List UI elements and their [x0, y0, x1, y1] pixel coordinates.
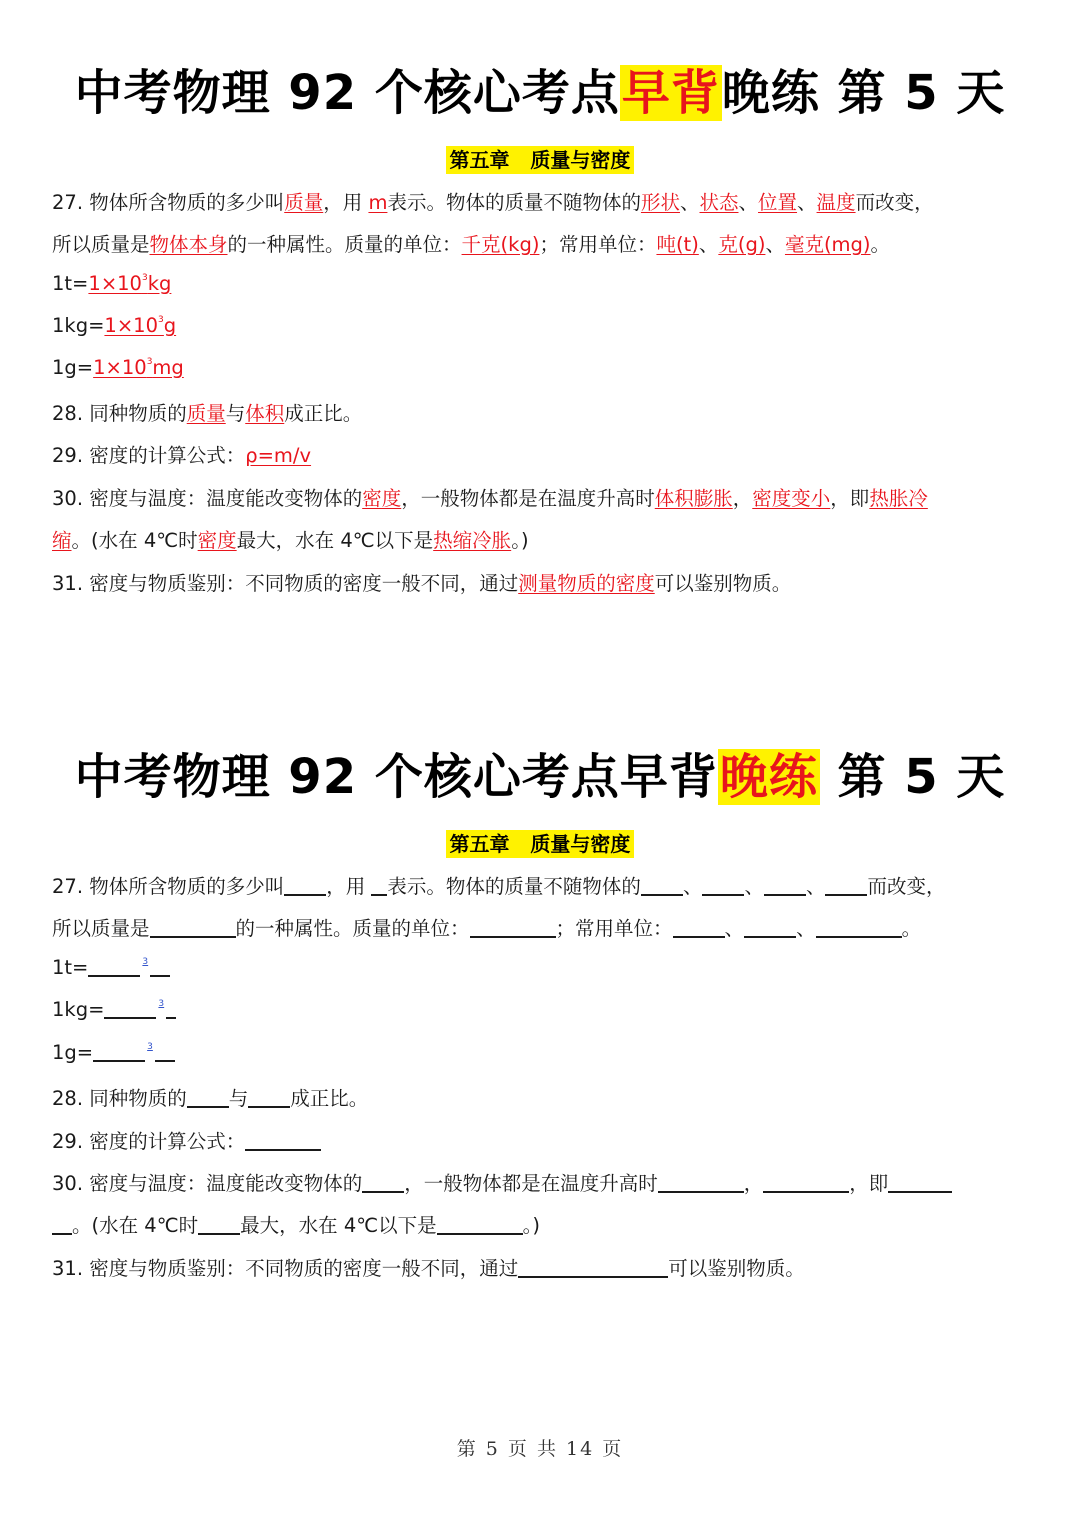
- answer: 千克(kg): [461, 233, 540, 256]
- static-text: 。): [522, 1214, 540, 1237]
- static-text: 而改变，: [867, 875, 946, 898]
- answer: 密度变小: [752, 487, 831, 510]
- static-text: 、: [796, 917, 816, 940]
- static-text: 、: [698, 233, 719, 256]
- static-text: 最大，水在 4℃以下是: [240, 1214, 437, 1237]
- static-text: ，: [732, 487, 753, 510]
- answer: [88, 272, 171, 295]
- static-text: 30. 密度与温度：温度能改变物体的: [52, 1172, 363, 1195]
- fill-blank[interactable]: [641, 876, 683, 896]
- static-text: 3: [142, 957, 149, 967]
- static-text: 而改变，: [855, 191, 934, 214]
- item-30-line1: [52, 483, 928, 511]
- static-text: 、: [738, 191, 759, 214]
- static-text: 所以质量是: [52, 233, 150, 256]
- fill-blank[interactable]: [88, 957, 140, 977]
- answer: 缩: [52, 529, 72, 552]
- answer: 位置: [758, 191, 798, 214]
- item-29-blank: [52, 1126, 321, 1154]
- answer: 密度: [362, 487, 402, 510]
- answer: [104, 314, 176, 337]
- static-text: 3: [158, 999, 165, 1009]
- item-29: [52, 440, 311, 468]
- unit-conversion-kg: [52, 314, 176, 337]
- answer: 质量: [186, 402, 226, 425]
- item-27-line2: [52, 229, 890, 257]
- fill-blank[interactable]: [763, 1173, 849, 1193]
- unit-conversion-t: [52, 272, 171, 295]
- fill-blank[interactable]: [187, 1088, 229, 1108]
- static-text: 成正比。: [290, 1087, 369, 1110]
- fill-blank[interactable]: [702, 876, 744, 896]
- fill-blank[interactable]: [744, 918, 796, 938]
- static-text: 30. 密度与温度：温度能改变物体的: [52, 487, 363, 510]
- static-text: 、: [724, 917, 745, 940]
- item-31: [52, 568, 791, 596]
- chapter-label: 第五章 质量与密度: [446, 830, 635, 858]
- static-text: 1kg=: [52, 314, 105, 337]
- static-text: 3: [146, 357, 153, 367]
- static-text: 28. 同种物质的: [52, 1087, 187, 1110]
- static-text: 28. 同种物质的: [52, 402, 187, 425]
- unit-conversion-kg-blank: [52, 998, 176, 1021]
- title-highlight: 早背: [621, 65, 720, 121]
- bottom-title: [0, 738, 1080, 807]
- fill-blank[interactable]: [362, 1173, 404, 1193]
- static-text: ，用: [323, 191, 369, 214]
- unit-conversion-g-blank: [52, 1041, 175, 1064]
- static-text: 1kg=: [52, 998, 105, 1021]
- static-text: kg: [147, 272, 172, 295]
- static-text: 、: [744, 875, 764, 898]
- fill-blank[interactable]: [104, 999, 156, 1019]
- title-text: 中考物理 92 个核心考点早背: [74, 749, 718, 805]
- static-text: 1g=: [52, 356, 94, 379]
- item-28-blank: [52, 1083, 368, 1111]
- static-text: 27. 物体所含物质的多少叫: [52, 875, 285, 898]
- top-title: [0, 54, 1080, 123]
- item-30-line2-blank: [52, 1210, 540, 1238]
- answer: 密度: [197, 529, 237, 552]
- answer: 物体本身: [149, 233, 228, 256]
- fill-blank[interactable]: [248, 1088, 290, 1108]
- static-text: ，用: [326, 875, 372, 898]
- static-text: ，即: [849, 1172, 889, 1195]
- static-text: 、: [679, 191, 700, 214]
- static-text: ，一般物体都是在温度升高时: [404, 1172, 658, 1195]
- fill-blank[interactable]: [518, 1258, 668, 1278]
- fill-blank[interactable]: [437, 1215, 523, 1235]
- item-30-line2: [52, 525, 529, 553]
- static-text: 3: [141, 273, 148, 283]
- static-text: 1t=: [52, 956, 89, 979]
- item-28: [52, 398, 362, 426]
- unit-conversion-t-blank: [52, 956, 170, 979]
- static-text: 29. 密度的计算公式：: [52, 1130, 246, 1153]
- answer: 质量: [284, 191, 324, 214]
- title-text: 晚练 第 5 天: [721, 65, 1006, 121]
- chapter-heading: [0, 828, 1080, 857]
- title-text: 第 5 天: [819, 749, 1006, 805]
- title-highlight: 晚练: [719, 749, 818, 805]
- answer: 形状: [640, 191, 680, 214]
- answer: [93, 356, 184, 379]
- static-text: ，: [743, 1172, 764, 1195]
- answer: 热缩冷胀: [433, 529, 512, 552]
- static-text: 的一种属性。质量的单位：: [227, 233, 462, 256]
- static-text: ，即: [830, 487, 870, 510]
- static-text: 、: [765, 233, 785, 256]
- answer: 体积: [245, 402, 285, 425]
- answer: 测量物质的密度: [518, 572, 655, 595]
- answer: 热胀冷: [869, 487, 928, 510]
- static-text: 29. 密度的计算公式：: [52, 444, 246, 467]
- static-text: 1×10: [88, 272, 142, 295]
- answer: 毫克(mg): [784, 233, 871, 256]
- fill-blank[interactable]: [52, 1215, 72, 1235]
- fill-blank[interactable]: [888, 1173, 952, 1193]
- answer: 温度: [816, 191, 856, 214]
- fill-blank[interactable]: [245, 1131, 321, 1151]
- static-text: 成正比。: [284, 402, 363, 425]
- fill-blank[interactable]: [284, 876, 326, 896]
- fill-blank[interactable]: [658, 1173, 744, 1193]
- fill-blank[interactable]: [198, 1215, 240, 1235]
- static-text: 可以鉴别物质。: [654, 572, 792, 595]
- static-text: 1×10: [104, 314, 158, 337]
- item-27-line2-blank: [52, 913, 921, 941]
- item-27-line1: [52, 187, 934, 215]
- static-text: 可以鉴别物质。: [668, 1257, 805, 1280]
- fill-blank[interactable]: [166, 999, 176, 1019]
- static-text: 1g=: [52, 1041, 94, 1064]
- answer: ρ=m/v: [245, 444, 312, 467]
- static-text: g: [163, 314, 177, 337]
- fill-blank[interactable]: [150, 918, 236, 938]
- answer: 体积膨胀: [654, 487, 733, 510]
- answer: 吨(t): [656, 233, 699, 256]
- fill-blank[interactable]: [93, 1042, 145, 1062]
- fill-blank[interactable]: [150, 957, 170, 977]
- static-text: 。(水在 4℃时: [71, 529, 198, 552]
- static-text: 。(水在 4℃时: [72, 1214, 199, 1237]
- static-text: 与: [228, 1087, 249, 1110]
- static-text: 最大，水在 4℃以下是: [236, 529, 434, 552]
- fill-blank[interactable]: [816, 918, 902, 938]
- static-text: 、: [682, 875, 703, 898]
- static-text: 的一种属性。质量的单位：: [235, 917, 470, 940]
- static-text: ；常用单位：: [539, 233, 657, 256]
- static-text: 。: [901, 917, 922, 940]
- static-text: 所以质量是: [52, 917, 150, 940]
- static-text: 31. 密度与物质鉴别：不同物质的密度一般不同，通过: [52, 1257, 519, 1280]
- chapter-label: 第五章 质量与密度: [446, 146, 635, 174]
- static-text: 1t=: [52, 272, 89, 295]
- static-text: 。): [511, 529, 529, 552]
- unit-conversion-g: [52, 356, 184, 379]
- fill-blank[interactable]: [764, 876, 806, 896]
- item-27-line1-blank: [52, 871, 946, 899]
- fill-blank[interactable]: [673, 918, 725, 938]
- static-text: 27. 物体所含物质的多少叫: [52, 191, 285, 214]
- static-text: 31. 密度与物质鉴别：不同物质的密度一般不同，通过: [52, 572, 519, 595]
- static-text: 、: [805, 875, 826, 898]
- item-30-line1-blank: [52, 1168, 952, 1196]
- page-footer: 第 5 页 共 14 页: [456, 1438, 624, 1460]
- answer: m: [368, 191, 388, 214]
- fill-blank[interactable]: [470, 918, 556, 938]
- static-text: 3: [147, 1042, 153, 1052]
- static-text: 3: [157, 315, 164, 325]
- fill-blank[interactable]: [825, 876, 867, 896]
- chapter-heading: [0, 144, 1080, 173]
- static-text: 1×10: [93, 356, 147, 379]
- static-text: 与: [225, 402, 246, 425]
- item-31-blank: [52, 1253, 805, 1281]
- static-text: 、: [797, 191, 817, 214]
- answer: 克(g): [718, 233, 766, 256]
- static-text: 表示。物体的质量不随物体的: [387, 875, 641, 898]
- fill-blank[interactable]: [371, 876, 387, 896]
- static-text: mg: [152, 356, 184, 379]
- static-text: ；常用单位：: [555, 917, 673, 940]
- answer: 状态: [699, 191, 739, 214]
- static-text: ，一般物体都是在温度升高时: [401, 487, 655, 510]
- static-text: 表示。物体的质量不随物体的: [387, 191, 641, 214]
- static-text: 。: [870, 233, 891, 256]
- fill-blank[interactable]: [155, 1042, 175, 1062]
- title-text: 中考物理 92 个核心考点: [74, 65, 620, 121]
